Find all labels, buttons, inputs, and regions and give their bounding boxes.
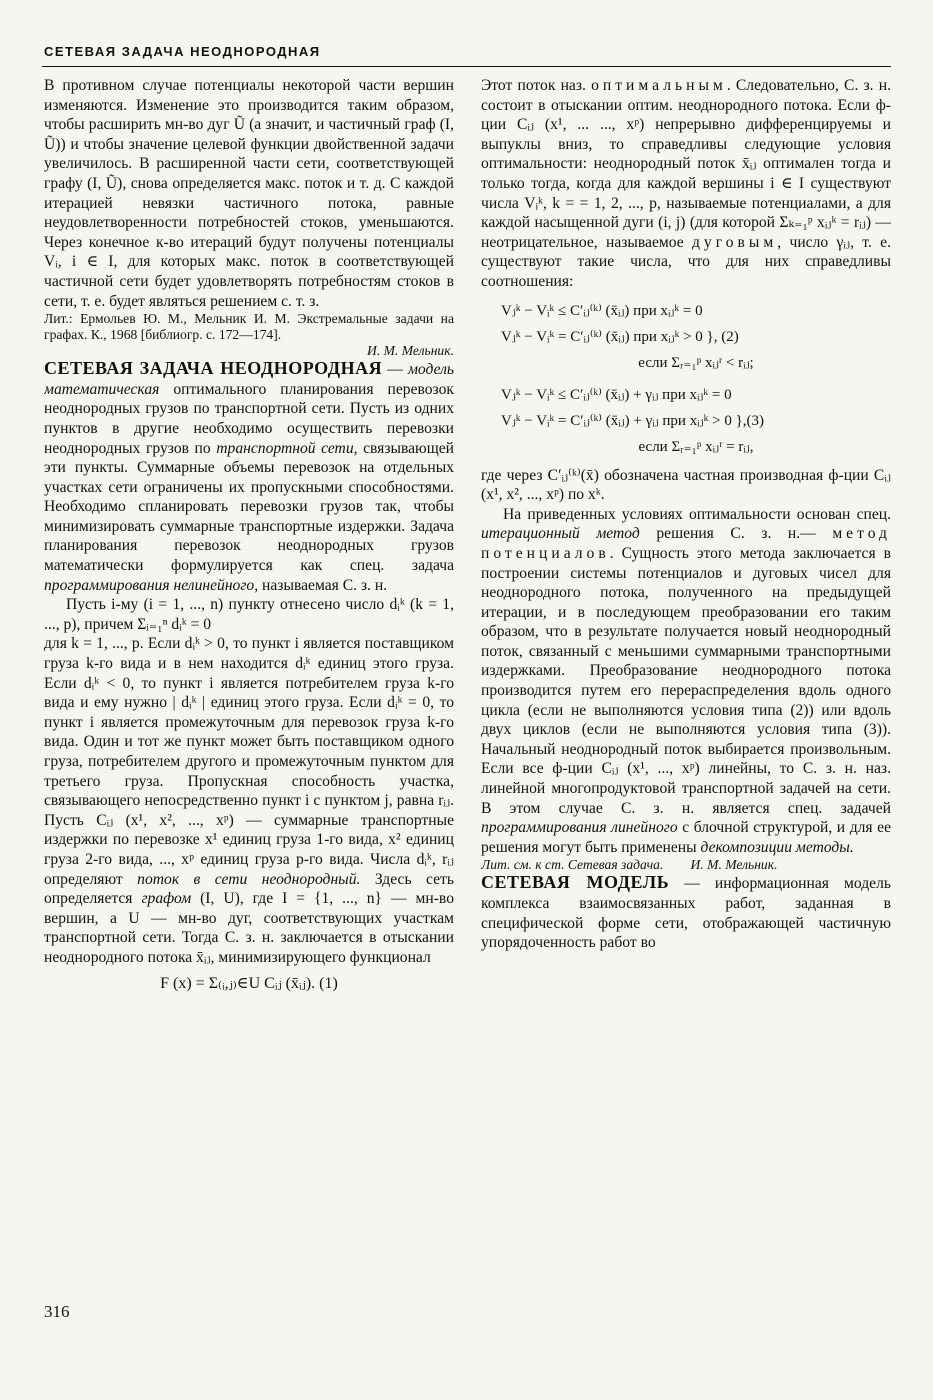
signature: И. М. Мельник. [367,343,454,359]
header-rule [42,66,891,67]
page-number: 316 [44,1302,70,1321]
paragraph: где через C′ᵢⱼ⁽ᵏ⁾(x̄) обозначена частная производная ф-ции Cᵢⱼ (x¹, x², ..., xᵖ) по xᵏ. [481,466,891,504]
right-column [481,76,891,1306]
article-entry: СЕТЕВАЯ ЗАДАЧА НЕОДНОРОДНАЯ — модель математическая оптимального планирования перевозок неоднородных грузов по транспортной сети. Пусть из одних пунктов в другие необходимо осуществить перевозки неоднородных грузов по транспортной сети, связывающей эти пункты. Суммарные объемы перевозок на отдельных участках сети ограничены их пропускными способностями. Необходимо спланировать перевозки грузов так, чтобы минимизировать суммарные транспортные издержки. Задача планирования перевозок неоднородных грузов математически формулируется как спец. задача программирования нелинейного, называемая С. з. н. [44,358,454,594]
paragraph: для k = 1, ..., p. Если dᵢᵏ > 0, то пункт i является поставщиком груза k-го вида и в нем находится dᵢᵏ единиц этого груза. Если dᵢᵏ < 0, то пункт i является потребителем груза k-го вида и ему нужно | dᵢᵏ | единиц этого груза. Если dᵢᵏ = 0, то пункт i является промежуточным для перевозок груза k-го вида. Один и тот же пункт может быть поставщиком одного груза, потребителем другого и промежуточным пунктом для третьего груза. Пропускная способность участка, связывающего непосредственно пункт i с пунктом j, равна rᵢⱼ. Пусть Cᵢⱼ (x¹, x², ..., xᵖ) — суммарные транспортные издержки по перевозке x¹ единиц груза 1-го вида, x² единиц груза 2-го вида, ..., xᵖ единиц груза p-го вида. Числа dᵢᵏ, rᵢⱼ определяют поток в сети неоднородный. Здесь сеть определяется графом (I, U), где I = {1, ..., n} — мн-во вершин, а U — мн-во дуг, соответствующих участкам транспортной сети. Тогда С. з. н. заключается в отыскании неоднородного потока x̄ᵢⱼ, минимизирующего функционал [44,635,454,966]
literature: Лит.: Ермольев Ю. М., Мельник И. М. Экстремальные задачи на графах. К., 1968 [библиогр. с. 172—174]. [44,311,454,343]
paragraph: Этот поток наз. оптимальным. Следовательно, С. з. н. состоит в отыскании оптим. неоднородного потока. Если ф-ции Cᵢⱼ (x¹, ... ..., xᵖ) непрерывно дифференцируемы и выпуклы вниз, то справедливы следующие условия оптимальности: неоднородный поток x̄ᵢⱼ оптимален тогда и только тогда, когда для каждой вершины i ∈ I существуют числа Vᵢᵏ, k = = 1, 2, ..., p, называемые потенциалами, а для каждой насыщенной дуги (i, j) (для которой Σₖ₌₁ᵖ xᵢⱼᵏ = rᵢⱼ) — неотрицательное, называемое дуговым, число γᵢⱼ, т. е. существуют такие числа, что для них справедливы соотношения: [481,77,891,290]
literature: Лит. см. к ст. Сетевая задача. И. М. Мельник. [481,857,778,873]
paragraph: В противном случае потенциалы некоторой части вершин изменяются. Изменение это производится таким образом, чтобы расширить мн-во дуг Ũ (а значит, и частичный граф (I, Ũ)) и чтобы значение целевой функции двойственной задачи увеличилось. В расширенной части сети, соответствующей графу (I, Ũ), снова определяется макс. поток и т. д. С каждой итерацией невязки частичного потока, равные неудовлетворенности потребностей стоков, уменьшаются. Через конечное к-во итераций будут получены потенциалы Vᵢ, i ∈ I, для которых макс. поток в соответствующей частичной сети будет удовлетворять потребностям стоков в сети, т. е. будет являться решением с. т. з. [44,77,454,310]
paragraph: Пусть i-му (i = 1, ..., n) пункту отнесено число dᵢᵏ (k = 1, ..., p), причем Σᵢ₌₁ⁿ dᵢᵏ = 0 [44,596,454,633]
entry-heading: СЕТЕВАЯ МОДЕЛЬ [481,872,670,893]
formula-2: Vⱼᵏ − Vᵢᵏ ≤ C′ᵢⱼ⁽ᵏ⁾ (x̄ᵢⱼ) при xᵢⱼᵏ = 0 Vⱼᵏ − Vᵢᵏ = C′ᵢⱼ⁽ᵏ⁾ (x̄ᵢⱼ) при xᵢⱼᵏ > 0 }, (2) если Σᵣ₌₁ᵖ xᵢⱼʳ < rᵢⱼ; [501,302,754,371]
formula-3: Vⱼᵏ − Vᵢᵏ ≤ C′ᵢⱼ⁽ᵏ⁾ (x̄ᵢⱼ) + γᵢⱼ при xᵢⱼᵏ = 0 Vⱼᵏ − Vᵢᵏ = C′ᵢⱼ⁽ᵏ⁾ (x̄ᵢⱼ) + γᵢⱼ при xᵢⱼᵏ > 0 },(3) если Σᵣ₌₁ᵖ xᵢⱼʳ = rᵢⱼ, [501,386,765,455]
left-column [44,76,454,1306]
formula-1: F (x) = Σ₍ᵢ,ⱼ₎∈U Cᵢⱼ (x̄ᵢⱼ). (1) [160,974,338,992]
article-entry: СЕТЕВАЯ МОДЕЛЬ — информационная модель комплекса взаимосвязанных работ, заданная в специфической форме сети, отображающей частичную упорядоченность работ во [481,872,891,952]
running-head: СЕТЕВАЯ ЗАДАЧА НЕОДНОРОДНАЯ [44,44,321,59]
paragraph: На приведенных условиях оптимальности основан спец. итерационный метод решения С. з. н.— метод потенциалов. Сущность этого метода заключается в построении системы потенциалов и дуговых чисел для неоднородного потока, полученного на предыдущей итерации, и в последующем преобразовании его таким образом, что в результате получается новый неоднородный поток, связанный с меньшими суммарными транспортными издержками. Преобразование неоднородного потока производится путем его перераспределения вдоль одного цикла (если не выполняются условия типа (2)) или вдоль двух циклов (если не выполняются условия типа (3)). Начальный неоднородный поток выбирается произвольным. Если все ф-ции Cᵢⱼ (x¹, ..., xᵖ) линейны, то С. з. н. наз. линейной многопродуктовой транспортной задачей на сети. В этом случае С. з. н. является спец. задачей программирования линейного с блочной структурой, и для ее решения могут быть применены декомпозиции методы. [481,505,891,856]
entry-heading: СЕТЕВАЯ ЗАДАЧА НЕОДНОРОДНАЯ [44,358,383,379]
